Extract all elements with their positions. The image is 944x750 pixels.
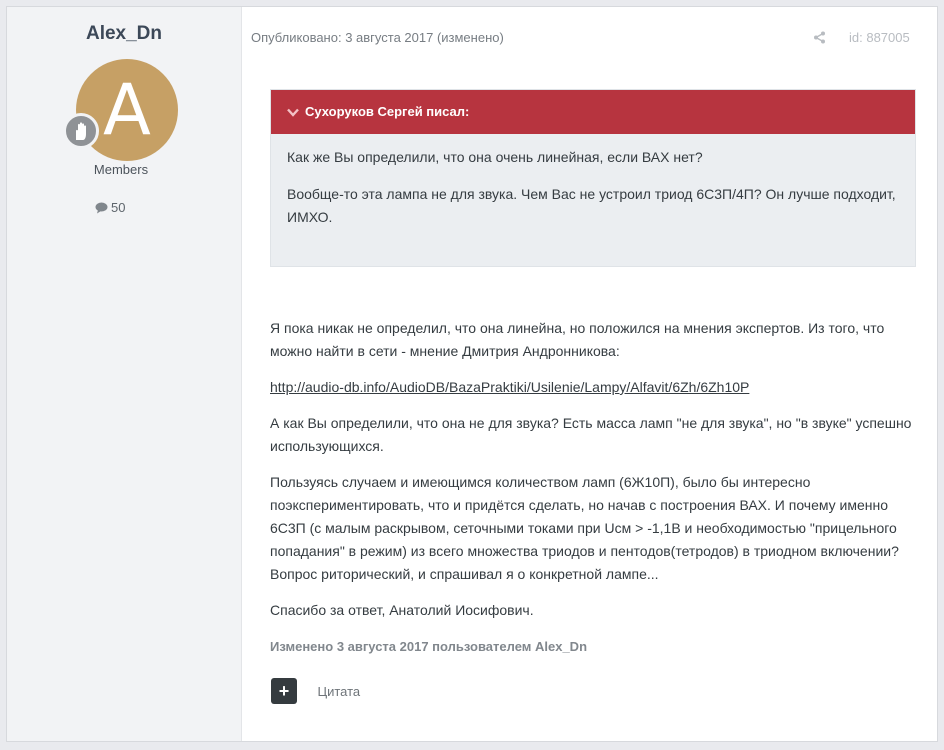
edited-note: Изменено 3 августа 2017 пользователем Alex_Dn: [270, 639, 588, 654]
post-actions: [271, 678, 360, 704]
quote-button[interactable]: Цитата: [317, 683, 361, 699]
quote-author: Сухоруков Сергей писал:: [305, 104, 470, 119]
forum-post: [6, 6, 938, 742]
post-content: [270, 317, 916, 658]
multiquote-button[interactable]: +: [271, 678, 297, 704]
author-panel: [7, 7, 242, 741]
content-paragraph: Я пока никак не определил, что она линейна, но положился на мнения экспертов. Из того, что можно найти в сети - мнение Дмитрия Андронникова:: [270, 320, 885, 359]
quote-header[interactable]: [271, 90, 915, 134]
post-count: [95, 200, 125, 215]
external-link[interactable]: http://audio-db.info/AudioDB/BazaPraktiki/Usilenie/Lampy/Alfavit/6Zh/6Zh10P: [270, 379, 750, 395]
quote-paragraph: Как же Вы определили, что она очень линейная, если ВАХ нет?: [287, 149, 703, 165]
author-name[interactable]: Alex_Dn: [85, 23, 163, 44]
content-paragraph: Пользуясь случаем и имеющимся количеством ламп (6Ж10П), было бы интересно поэкспериментировать, что и придётся сделать, но начав с построения ВАХ. И почему именно 6С3П (с малым раскрывом, сеточными токами при Uсм > -1,1В и необходимостью "прицельного попадания" в режим) из всего множества триодов и пентодов(тетродов) в триодном включении? Вопрос риторический, и спрашивал я о конкретной лампе...: [270, 474, 899, 582]
quote-block: [270, 89, 916, 267]
member-group: Members: [93, 162, 149, 177]
comment-icon: [95, 202, 108, 214]
rank-badge-icon: [63, 113, 99, 149]
post-count-value: 50: [111, 200, 126, 215]
share-icon[interactable]: [813, 31, 826, 44]
content-paragraph: А как Вы определили, что она не для звука? Есть масса ламп "не для звука", но "в звуке" успешно использующихся.: [270, 415, 912, 454]
quote-body: [271, 134, 915, 229]
avatar[interactable]: A: [76, 59, 178, 161]
post-date: Опубликовано: 3 августа 2017 (изменено): [251, 30, 504, 45]
content-paragraph: Спасибо за ответ, Анатолий Иосифович.: [270, 602, 534, 618]
quote-paragraph: Вообще-то эта лампа не для звука. Чем Вас не устроил триод 6С3П/4П? Он лучше подходит, ИМХО.: [287, 186, 896, 225]
post-id[interactable]: id: 887005: [849, 30, 910, 45]
chevron-down-icon[interactable]: [287, 108, 299, 117]
